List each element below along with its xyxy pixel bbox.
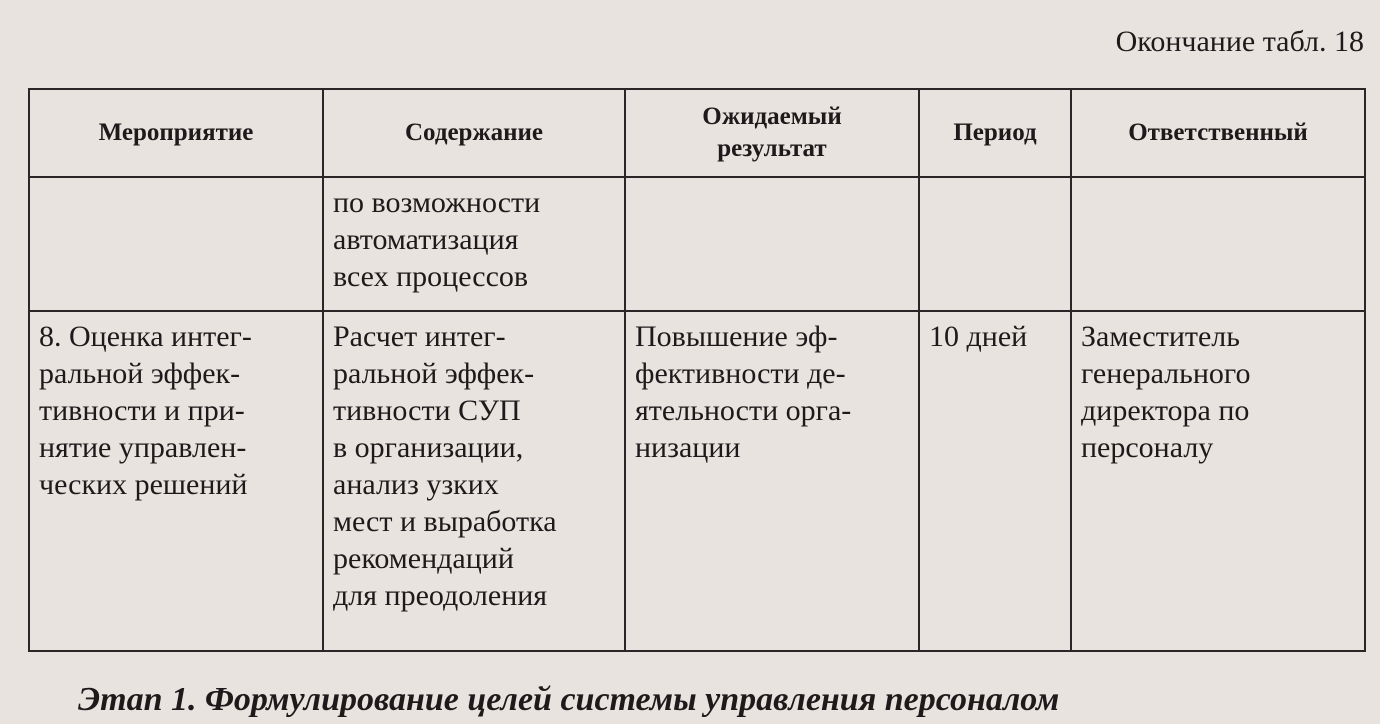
cell-period: 10 дней (919, 311, 1071, 651)
header-period: Период (919, 89, 1071, 177)
cell-content: Расчет интег- ральной эффек- тивности СУП в организации, анализ узких мест и выработка рекомендаций для преодоления (323, 311, 625, 651)
cell-event (29, 177, 323, 311)
header-expected-result: Ожидаемый результат (625, 89, 919, 177)
header-responsible: Ответственный (1071, 89, 1365, 177)
table-row (29, 177, 1365, 311)
cell-responsible (1071, 177, 1365, 311)
cell-responsible: Заместитель генерального директора по персоналу (1071, 311, 1365, 651)
cell-event: 8. Оценка интег- ральной эффек- тивности и при- нятие управлен- ческих решений (29, 311, 323, 651)
table-continuation-caption: Окончание табл. 18 (1115, 25, 1364, 58)
section-heading: Этап 1. Формулирование целей системы управления персоналом (78, 681, 1060, 718)
events-table (28, 88, 1366, 652)
header-event: Мероприятие (29, 89, 323, 177)
cell-content: по возможности автоматизация всех процессов (323, 177, 625, 311)
cell-expected-result (625, 177, 919, 311)
table-row (29, 311, 1365, 651)
cell-expected-result: Повышение эф- фективности де- ятельности орга- низации (625, 311, 919, 651)
table-header-row (29, 89, 1365, 177)
header-content: Содержание (323, 89, 625, 177)
cell-period (919, 177, 1071, 311)
